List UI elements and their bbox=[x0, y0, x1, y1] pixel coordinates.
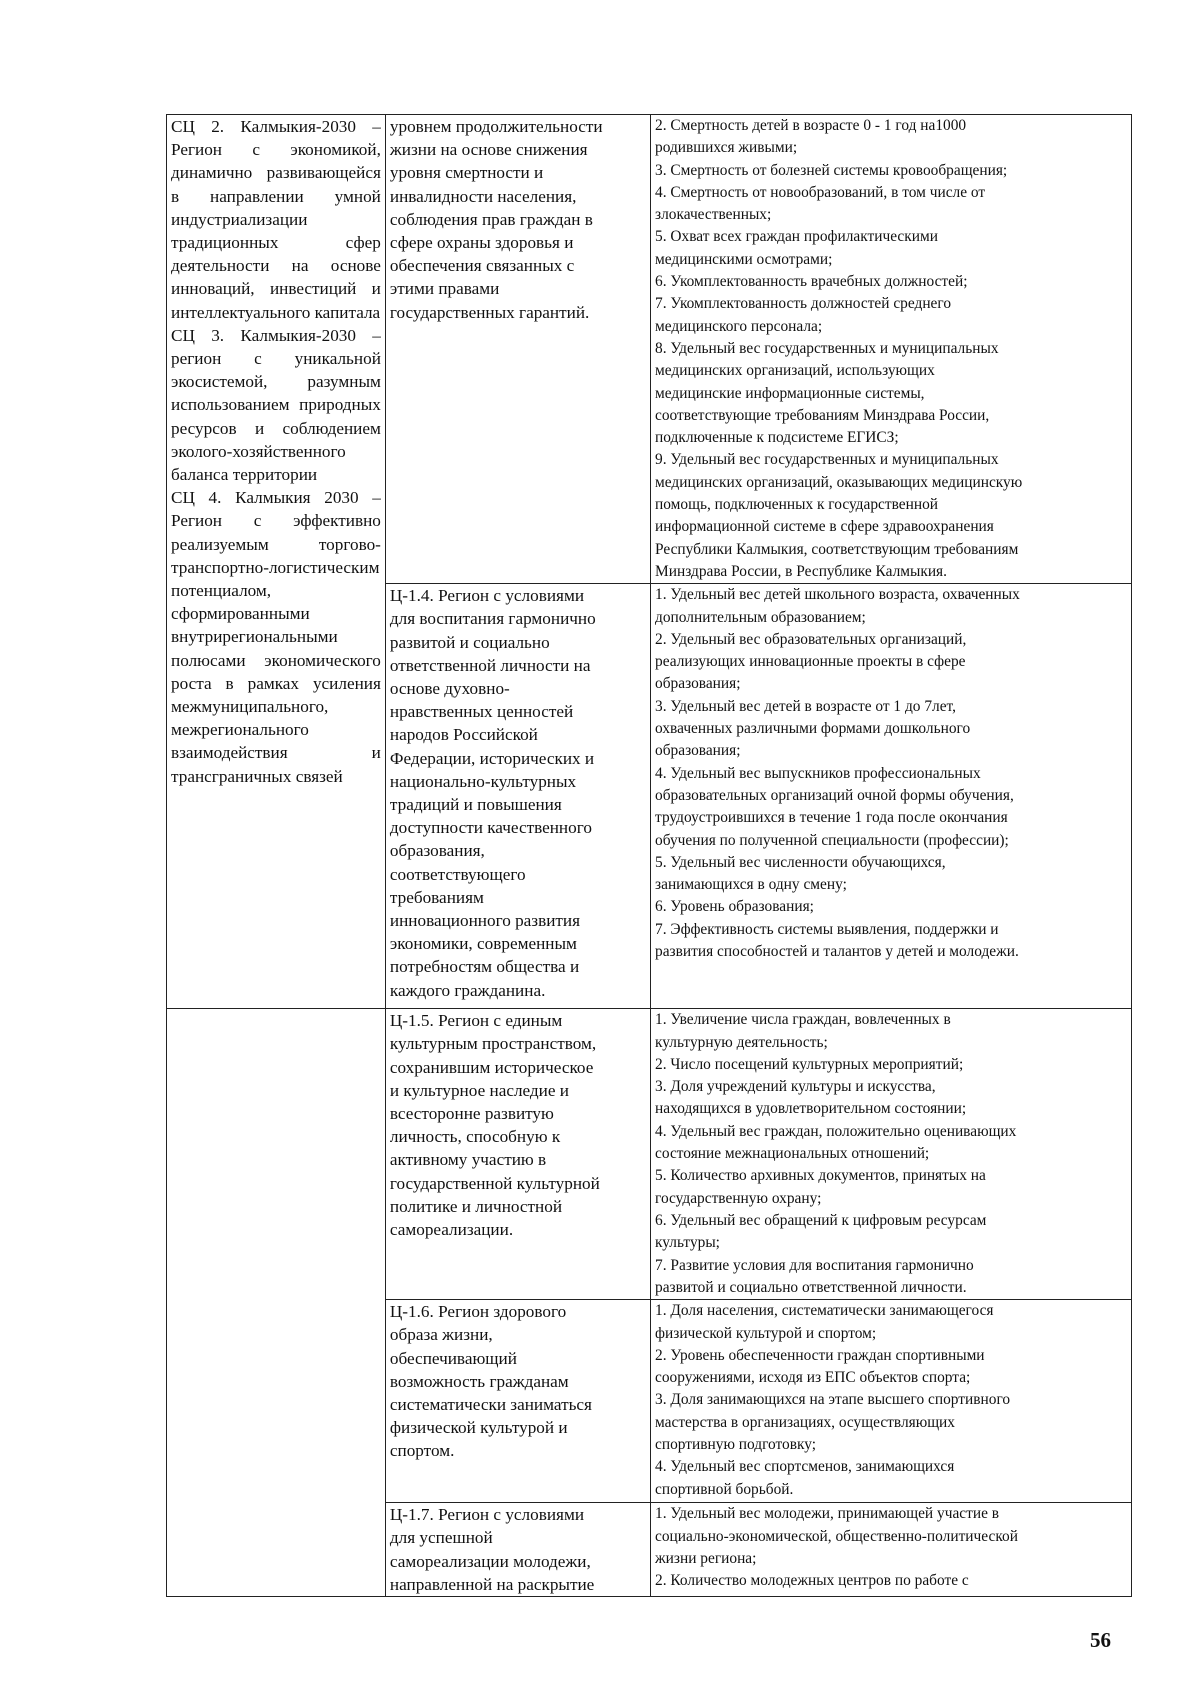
indicators-cell bbox=[651, 1503, 1132, 1597]
indicators-cell bbox=[651, 1009, 1132, 1300]
objective-text: Ц-1.6. Регион здорового образа жизни, обеспечивающий возможность гражданам систематически заниматься физической культурой и спортом. bbox=[389, 1302, 592, 1461]
indicators-table bbox=[166, 114, 1132, 1597]
indicators-text: 1. Удельный вес детей школьного возраста, охваченных дополнительным образованием; 2. Удельный вес образовательных организаций, реализующих инновационные проекты в сфере образования; 3. Удельный вес детей в возрасте от 1 до 7лет, охваченных различными формами дошкольного образования; 4. Удельный вес выпускников профессиональных образовательных организаций очной формы обучения, трудоустроившихся в течение 1 года после окончания обучения по полученной специальности (профессии); 5. Удельный вес численности обучающихся, занимающихся в одну смену; 6. Уровень образования; 7. Эффективность системы выявления, поддержки и развития способностей и талантов у детей и молодежи. bbox=[655, 586, 1020, 960]
objective-text: Ц-1.7. Регион с условиями для успешной самореализации молодежи, направленной на раскрытие bbox=[389, 1505, 595, 1594]
indicators-cell bbox=[651, 115, 1132, 584]
objective-cell bbox=[385, 1009, 650, 1300]
objective-cell bbox=[385, 1503, 650, 1597]
indicators-cell bbox=[651, 584, 1132, 1009]
objective-cell bbox=[385, 1300, 650, 1503]
objective-text: Ц-1.5. Регион с единым культурным пространством, сохранившим историческое и культурное наследие и всесторонне развитую личность, способную к активному участию в государственной культурной политике и личностной самореализации. bbox=[389, 1011, 600, 1240]
goal-sc3: СЦ 3. Калмыкия-2030 – регион с уникальной экосистемой, разумным использованием природных ресурсов и соблюдением эколого-хозяйственного баланса территории bbox=[171, 325, 381, 485]
page-number: 56 bbox=[1090, 1628, 1111, 1652]
goal-sc4: СЦ 4. Калмыкия 2030 – Регион с эффективно реализуемым торгово-транспортно-логистическим потенциалом, сформированными внутрирегиональными полюсами экономического роста в рамках усиления межмуниципального, межрегионального взаимодействия и трансграничных связей bbox=[171, 488, 381, 786]
table-row bbox=[167, 115, 1132, 584]
objective-text: Ц-1.4. Регион с условиями для воспитания гармонично развитой и социально ответственной личности на основе духовно- нравственных ценностей народов Российской Федерации, исторических и национально-культурных традиций и повышения доступности качественного образования, соответствующего требованиям инновационного развития экономики, современным потребностям общества и каждого гражданина. bbox=[389, 586, 596, 1000]
indicators-text: 1. Увеличение числа граждан, вовлеченных в культурную деятельность; 2. Число посещений культурных мероприятий; 3. Доля учреждений культуры и искусства, находящихся в удовлетворительном состоянии; 4. Удельный вес граждан, положительно оценивающих состояние межнациональных отношений; 5. Количество архивных документов, принятых на государственную охрану; 6. Удельный вес обращений к цифровым ресурсам культуры; 7. Развитие условия для воспитания гармонично развитой и социально ответственной личности. bbox=[655, 1011, 1017, 1296]
indicators-text: 1. Удельный вес молодежи, принимающей участие в социально-экономической, общественно-политической жизни региона; 2. Количество молодежных центров по работе с bbox=[655, 1505, 1018, 1590]
goal-sc2: СЦ 2. Калмыкия-2030 – Регион с экономикой, динамично развивающейся в направлении умной индустриализации традиционных сфер деятельности на основе инноваций, инвестиций и интеллектуального капитала bbox=[171, 117, 381, 322]
objective-cell bbox=[385, 584, 650, 1009]
empty-goal-cell bbox=[167, 1009, 386, 1597]
strategic-goals-cell bbox=[167, 115, 386, 1009]
objective-cell bbox=[385, 115, 650, 584]
indicators-cell bbox=[651, 1300, 1132, 1503]
table-row bbox=[167, 1009, 1132, 1300]
indicators-text: 1. Доля населения, систематически занимающегося физической культурой и спортом; 2. Уровень обеспеченности граждан спортивными сооружениями, исходя из ЕПС объектов спорта; 3. Доля занимающихся на этапе высшего спортивного мастерства в организациях, осуществляющих спортивную подготовку; 4. Удельный вес спортсменов, занимающихся спортивной борьбой. bbox=[655, 1302, 1011, 1498]
indicators-text: 2. Смертность детей в возрасте 0 - 1 год на1000 родившихся живыми; 3. Смертность от болезней системы кровообращения; 4. Смертность от новообразований, в том числе от злокачественных; 5. Охват всех граждан профилактическими медицинскими осмотрами; 6. Укомплектованность врачебных должностей; 7. Укомплектованность должностей среднего медицинского персонала; 8. Удельный вес государственных и муниципальных медицинских организаций, использующих медицинские информационные системы, соответствующие требованиям Минздрава России, подключенные к подсистеме ЕГИСЗ; 9. Удельный вес государственных и муниципальных медицинских организаций, оказывающих медицинскую помощь, подключенных к государственной информационной системе в сфере здравоохранения Республики Калмыкия, соответствующим требованиям Минздрава России, в Республике Калмыкия. bbox=[655, 117, 1023, 580]
objective-text: уровнем продолжительности жизни на основе снижения уровня смертности и инвалидности населения, соблюдения прав граждан в сфере охраны здоровья и обеспечения связанных с этими правами государственных гарантий. bbox=[389, 117, 603, 322]
